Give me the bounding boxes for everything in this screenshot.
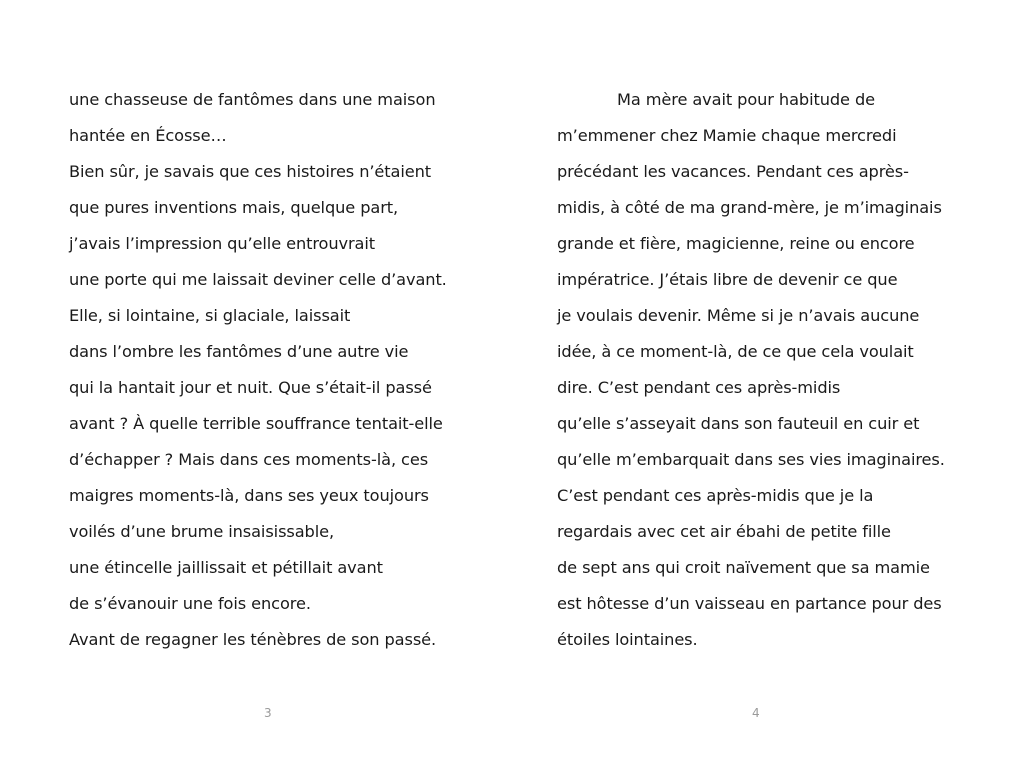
text-line: dire. C’est pendant ces après-midis — [557, 378, 841, 397]
page-number-left: 3 — [264, 706, 272, 720]
text-line: avant ? À quelle terrible souffrance tentait-elle — [69, 414, 443, 433]
text-line: que pures inventions mais, quelque part, — [69, 198, 399, 217]
left-page-text — [69, 87, 509, 663]
text-line: Elle, si lointaine, si glaciale, laissait — [69, 306, 351, 325]
paragraph-first-line: Ma mère avait pour habitude de — [617, 90, 875, 109]
text-line: de sept ans qui croit naïvement que sa mamie — [557, 558, 930, 577]
text-line: j’avais l’impression qu’elle entrouvrait — [69, 234, 376, 253]
text-line: est hôtesse d’un vaisseau en partance pour des — [557, 594, 942, 613]
text-line: qu’elle s’asseyait dans son fauteuil en cuir et — [557, 414, 920, 433]
right-page-text — [557, 87, 977, 663]
text-line: idée, à ce moment-là, de ce que cela voulait — [557, 342, 914, 361]
text-line: C’est pendant ces après-midis que je la — [557, 486, 874, 505]
text-line: dans l’ombre les fantômes d’une autre vie — [69, 342, 409, 361]
text-line: je voulais devenir. Même si je n’avais aucune — [557, 306, 920, 325]
text-line: une porte qui me laissait deviner celle d’avant. — [69, 270, 447, 289]
page-number-right: 4 — [752, 706, 760, 720]
text-line: une étincelle jaillissait et pétillait avant — [69, 558, 383, 577]
text-line: d’échapper ? Mais dans ces moments-là, ces — [69, 450, 429, 469]
text-line: grande et fière, magicienne, reine ou encore — [557, 234, 915, 253]
text-line: hantée en Écosse… — [69, 126, 227, 145]
text-line: qui la hantait jour et nuit. Que s’était-il passé — [69, 378, 432, 397]
text-line: précédant les vacances. Pendant ces après- — [557, 162, 909, 181]
text-line: Avant de regagner les ténèbres de son passé. — [69, 630, 437, 649]
text-line: une chasseuse de fantômes dans une maison — [69, 90, 436, 109]
text-line: m’emmener chez Mamie chaque mercredi — [557, 126, 897, 145]
text-line: étoiles lointaines. — [557, 630, 698, 649]
text-line: midis, à côté de ma grand-mère, je m’imaginais — [557, 198, 942, 217]
text-line: qu’elle m’embarquait dans ses vies imaginaires. — [557, 450, 945, 469]
text-line: regardais avec cet air ébahi de petite fille — [557, 522, 891, 541]
text-line: de s’évanouir une fois encore. — [69, 594, 311, 613]
text-line: maigres moments-là, dans ses yeux toujours — [69, 486, 429, 505]
text-line: Bien sûr, je savais que ces histoires n’étaient — [69, 162, 431, 181]
text-line: impératrice. J’étais libre de devenir ce que — [557, 270, 898, 289]
text-line: voilés d’une brume insaisissable, — [69, 522, 335, 541]
